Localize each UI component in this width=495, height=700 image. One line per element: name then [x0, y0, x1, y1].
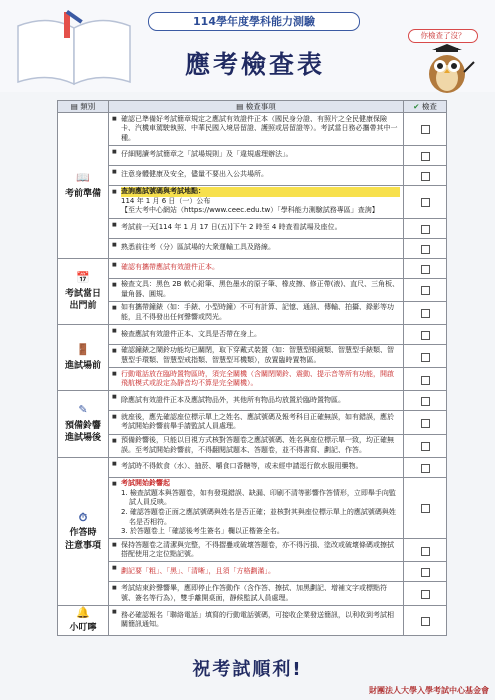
checkbox-cell[interactable]: [404, 113, 447, 146]
header-check: ✔ 檢查: [404, 101, 447, 113]
checkbox-cell[interactable]: [404, 278, 447, 301]
checkbox[interactable]: [421, 547, 430, 556]
checkbox-cell[interactable]: [404, 238, 447, 258]
checklist-item: ■ 考試開始鈴響起 1. 檢查試題本與答題卷，如有發現錯誤、缺漏、印刷不清等影響作答情形，立即舉手向監試人員反映。 2. 確認答題卷正面之應試號碼與姓名是否正確；並核對其與座位標示單上的應試號碼與姓名是否相符。 3. 於答題卷上「確認後考生簽名」欄以正楷簽全名。: [109, 477, 404, 539]
checkbox-cell[interactable]: [404, 457, 447, 477]
checkbox[interactable]: [421, 419, 430, 428]
clock-icon: ⏱: [78, 510, 88, 524]
checklist-item: ■ 考試前一天[114 年 1 月 17 日(五)]下午 2 時至 4 時查看試場及座位。: [109, 218, 404, 238]
table-row: [58, 278, 447, 301]
pencil-icon: ✎: [78, 403, 88, 417]
category-cell: ⏱ 作答時 注意事項: [58, 457, 109, 605]
checkbox-cell[interactable]: [404, 165, 447, 185]
category-cell: 🔔 小叮嚀: [58, 605, 109, 635]
checkbox[interactable]: [421, 568, 430, 577]
page-title: 應考檢查表: [184, 50, 325, 79]
checkbox[interactable]: [421, 617, 430, 626]
checkbox-cell[interactable]: [404, 477, 447, 539]
checklist-item: ■ 就座後，應先確認座位標示單上之姓名、應試號碼及報考科目正確無誤，如有錯誤，應於考試開始鈴響前舉手請監試人員處理。: [109, 411, 404, 434]
category-cell: ✎ 預備鈴響 進試場後: [58, 391, 109, 457]
checkbox[interactable]: [421, 265, 430, 274]
category-cell: 🚪 進試場前: [58, 324, 109, 390]
checkbox-cell[interactable]: [404, 301, 447, 324]
checkbox[interactable]: [421, 442, 430, 451]
closing-message: 祝考試順利!: [192, 659, 303, 680]
table-row: [58, 165, 447, 185]
checklist-table: [57, 100, 447, 636]
owl-mascot-icon: [412, 42, 482, 94]
open-book-illustration: [8, 6, 140, 90]
table-row: [58, 411, 447, 434]
checkbox-cell[interactable]: [404, 562, 447, 582]
checkbox[interactable]: [421, 397, 430, 406]
checklist-item: ■ 保持答題卷之清潔與完整，不得摺疊或破壞答題卷，亦不得污損、塗改或破壞條碼或擦拭搭配使用之定位點記號。: [109, 539, 404, 562]
table-row: [58, 218, 447, 238]
checkbox-cell[interactable]: [404, 434, 447, 457]
checklist-item: ■ 熟悉前往考（分）區試場的大衆運輸工具及路線。: [109, 238, 404, 258]
checkbox[interactable]: [421, 504, 430, 513]
checkbox-cell[interactable]: [404, 411, 447, 434]
exam-title-pill: 114學年度學科能力測驗: [148, 12, 360, 31]
checklist-item: ■ 確認已準備好考試簡章規定之應試有效證件正本（國民身分證、有照片之全民健康保險卡、汽機車駕駛執照、中華民國入境居留證、護照或居留證等）。考試當日務必攜帶其中一種。: [109, 113, 404, 146]
checkbox[interactable]: [421, 331, 430, 340]
table-row: [58, 238, 447, 258]
table-row: [58, 368, 447, 391]
table-row: [58, 301, 447, 324]
checkbox-cell[interactable]: [404, 258, 447, 278]
door-icon: 🚪: [76, 343, 90, 357]
checklist-item: ■ 除應試有效證件正本及應試物品外，其他所有物品均放置於臨時置物區。: [109, 391, 404, 411]
table-row: [58, 477, 447, 539]
organization-logo: 財團法人大學入學考試中心基金會: [369, 686, 489, 695]
checklist-item: ■ 預備鈴響後，只能以目視方式核對答題卷之應試號碼、姓名與座位標示單一致，均正確無誤。至考試開始鈴響前，不得翻閱試題本、答題卷，並不得書寫、劃記、作答。: [109, 434, 404, 457]
checklist-item: ■ 如有攜帶鐘錶（如：手錶、小型時鐘）不可有計算、記憶、通訊、傳輸、拍攝、錄影等功能，且不得發出任何聲響或閃光。: [109, 301, 404, 324]
checkbox[interactable]: [421, 590, 430, 599]
checkbox-cell[interactable]: [404, 324, 447, 344]
category-cell: 📅 考試當日 出門前: [58, 258, 109, 324]
checklist-item: ■ 確認鐘錶之鬧鈴功能均已關閉，取下穿戴式裝置（如：智慧型眼鏡類、智慧型手錶類、智慧型手環類、智慧型戒指類、智慧型耳機類），放置臨時置物區。: [109, 344, 404, 367]
checkbox[interactable]: [421, 309, 430, 318]
checklist-item: ■ 劃記要「粗」、「黑」、「清晰」，且須「方格劃滿」。: [109, 562, 404, 582]
checkbox-cell[interactable]: [404, 145, 447, 165]
checklist-item: ■ 仔細閱讀考試簡章之「試場規則」及「違規處理辦法」。: [109, 145, 404, 165]
checklist-item: ■ 務必確認報名「聯絡電話」填寫的行動電話號碼，可接收企業發送簡訊，以利收到考試相關簡訊通知。: [109, 605, 404, 635]
bell-icon: 🔔: [76, 605, 90, 619]
checklist-item: ■ 確認有攜帶應試有效證件正本。: [109, 258, 404, 278]
table-row: [58, 605, 447, 635]
checkbox[interactable]: [421, 376, 430, 385]
checklist-item: ■ 行動電話放在臨時置物區時，須完全關機（含關閉鬧鈴、震動、提示音等所有功能，開啟飛航模式或設定為靜音均不算是完全關機）。: [109, 368, 404, 391]
table-row: [58, 145, 447, 165]
checkbox-cell[interactable]: [404, 582, 447, 605]
checkbox[interactable]: [421, 353, 430, 362]
speech-bubble: 你檢查了沒？: [408, 29, 478, 43]
checkbox[interactable]: [421, 464, 430, 473]
checkbox-cell[interactable]: [404, 344, 447, 367]
checklist-item: ■ 考試結束鈴聲響畢，應即停止作答動作（含作答、擦拭、加黑劃記、增補文字或標點符號、簽名等行為），雙手離開桌面，靜候監試人員處理。: [109, 582, 404, 605]
header-item: ▤ 檢查事項: [109, 101, 404, 113]
checklist-item: ■ 檢查文具：黑色 2B 軟心鉛筆、黑色墨水的原子筆、橡皮擦、修正帶(液)、直尺、三角板、量角器、圓規。: [109, 278, 404, 301]
table-row: [58, 562, 447, 582]
table-row: [58, 457, 447, 477]
calendar-icon: 📅: [76, 270, 90, 284]
checklist-item: ■ 查詢應試號碼與考試地點： 114 年 1 月 6 日（一）公布 【至大考中心網站（https://www.ceec.edu.tw）「學科能力測驗試務專區」查詢】: [109, 185, 404, 218]
checkbox[interactable]: [421, 245, 430, 254]
checkbox[interactable]: [421, 125, 430, 134]
checkbox-cell[interactable]: [404, 605, 447, 635]
checkbox[interactable]: [421, 198, 430, 207]
header-category: ▤ 類別: [58, 101, 109, 113]
checkbox-cell[interactable]: [404, 539, 447, 562]
checklist-item: ■ 檢查應試有效證件正本、文具是否帶在身上。: [109, 324, 404, 344]
checkbox[interactable]: [421, 152, 430, 161]
table-row: [58, 582, 447, 605]
table-row: [58, 113, 447, 146]
checkbox-cell[interactable]: [404, 185, 447, 218]
table-row: [58, 391, 447, 411]
table-row: [58, 539, 447, 562]
checkbox[interactable]: [421, 172, 430, 181]
header-banner: [0, 0, 495, 92]
checklist-item: ■ 注意身體健康及安全，儘量不要出入公共場所。: [109, 165, 404, 185]
table-row: [58, 324, 447, 344]
table-row: [58, 258, 447, 278]
table-header-row: [58, 101, 447, 113]
checkbox-cell[interactable]: [404, 391, 447, 411]
table-row: [58, 434, 447, 457]
checkbox[interactable]: [421, 225, 430, 234]
checklist-item: ■ 考試時不得飲食（水）、抽菸、嚼食口香糖等，或未經申請逕行飲水服用藥物。: [109, 457, 404, 477]
category-cell: 📖 考前準備: [58, 113, 109, 259]
checkbox-cell[interactable]: [404, 368, 447, 391]
table-row: [58, 344, 447, 367]
book-icon: 📖: [76, 170, 90, 184]
checkbox-cell[interactable]: [404, 218, 447, 238]
table-row: [58, 185, 447, 218]
checkbox[interactable]: [421, 286, 430, 295]
